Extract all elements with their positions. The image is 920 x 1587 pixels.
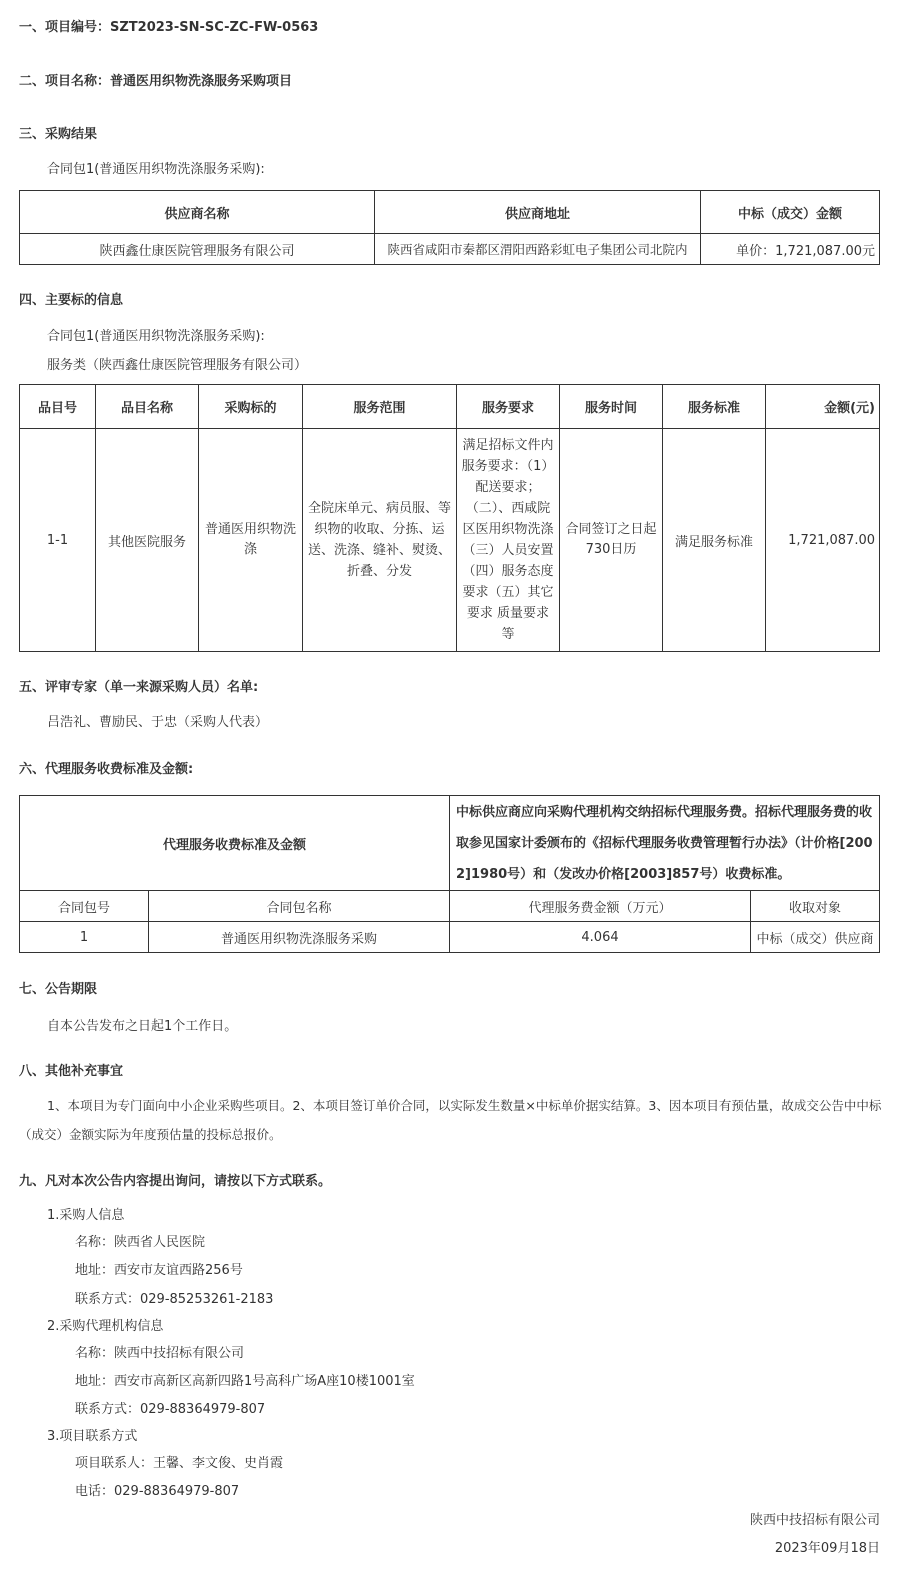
- subject-cell-requirements: 满足招标文件内服务要求：（1）配送要求；（二）、西咸院区医用织物洗涤（三）人员安置（四）服务态度要求（五）其它要求 质量要求等: [457, 429, 560, 652]
- subject-cell-time: 合同签订之日起730日历: [560, 429, 663, 652]
- agency-fee-heading: 六、代理服务收费标准及金额:: [19, 762, 194, 777]
- project-contact-phone: 电话：029-88364979-807: [75, 1484, 240, 1499]
- subject-cell-item-no: 1-1: [20, 429, 96, 652]
- subject-header-amount: 金额(元): [766, 385, 880, 429]
- agency-address: 地址：西安市高新区高新四路1号高科广场A座10楼1001室: [75, 1374, 415, 1389]
- subject-cell-standard: 满足服务标准: [663, 429, 766, 652]
- purchase-result-heading: 三、采购结果: [19, 127, 98, 142]
- footer-date: 2023年09月18日: [774, 1541, 880, 1556]
- result-table: [19, 190, 880, 265]
- agency-cell-package-name: 普通医用织物洗涤服务采购: [149, 922, 450, 953]
- subject-header-target: 采购标的: [199, 385, 303, 429]
- other-matters-line1: 1、本项目为专门面向中小企业采购些项目。2、本项目签订单价合同，以实际发生数量×中标单价据实结算。3、因本项目有预估量，故成交公告中中标: [47, 1098, 882, 1113]
- agency-cell-payer: 中标（成交）供应商: [751, 922, 880, 953]
- project-number-heading: 一、项目编号：SZT2023-SN-SC-ZC-FW-0563: [19, 20, 319, 35]
- agency-fee-label: 代理服务收费标准及金额: [20, 796, 450, 891]
- agency-header-package-no: 合同包号: [20, 891, 149, 922]
- result-header-amount: 中标（成交）金额: [701, 191, 880, 234]
- subject-cell-amount: 1,721,087.00: [766, 429, 880, 652]
- subject-header-scope: 服务范围: [303, 385, 457, 429]
- buyer-name: 名称：陕西省人民医院: [75, 1235, 206, 1250]
- agency-contact: 联系方式：029-88364979-807: [75, 1402, 266, 1417]
- contact-heading: 九、凡对本次公告内容提出询问，请按以下方式联系。: [19, 1174, 332, 1189]
- subject-package-label: 合同包1(普通医用织物洗涤服务采购):: [47, 329, 265, 344]
- result-cell-amount: 单价：1,721,087.00元: [701, 234, 880, 265]
- subject-header-item-no: 品目号: [20, 385, 96, 429]
- announcement-period-heading: 七、公告期限: [19, 982, 98, 997]
- agency-cell-package-no: 1: [20, 922, 149, 953]
- subject-header-item-name: 品目名称: [96, 385, 199, 429]
- agency-name: 名称：陕西中技招标有限公司: [75, 1346, 245, 1361]
- agency-info-heading: 2.采购代理机构信息: [47, 1319, 164, 1334]
- footer-company: 陕西中技招标有限公司: [749, 1513, 880, 1528]
- agency-header-fee: 代理服务费金额（万元）: [450, 891, 751, 922]
- result-cell-supplier-name: 陕西鑫仕康医院管理服务有限公司: [20, 234, 375, 265]
- buyer-contact: 联系方式：029-85253261-2183: [75, 1292, 274, 1307]
- buyer-address: 地址：西安市友谊西路256号: [75, 1263, 243, 1278]
- result-header-supplier-name: 供应商名称: [20, 191, 375, 234]
- agency-header-package-name: 合同包名称: [149, 891, 450, 922]
- project-name-heading: 二、项目名称：普通医用织物洗涤服务采购项目: [19, 74, 293, 89]
- subject-table: [19, 384, 880, 652]
- subject-header-time: 服务时间: [560, 385, 663, 429]
- experts-heading: 五、评审专家（单一来源采购人员）名单:: [19, 680, 259, 695]
- subject-cell-item-name: 其他医院服务: [96, 429, 199, 652]
- result-header-supplier-address: 供应商地址: [375, 191, 701, 234]
- buyer-info-heading: 1.采购人信息: [47, 1208, 125, 1223]
- subject-header-standard: 服务标准: [663, 385, 766, 429]
- agency-header-payer: 收取对象: [751, 891, 880, 922]
- other-matters-heading: 八、其他补充事宜: [19, 1064, 124, 1079]
- subject-cell-target: 普通医用织物洗涤: [199, 429, 303, 652]
- result-package-label: 合同包1(普通医用织物洗涤服务采购):: [47, 162, 265, 177]
- result-cell-supplier-address: 陕西省咸阳市秦都区渭阳西路彩虹电子集团公司北院内: [375, 234, 701, 265]
- agency-fee-description: 中标供应商应向采购代理机构交纳招标代理服务费。招标代理服务费的收取参见国家计委颁布的《招标代理服务收费管理暂行办法》（计价格[2002]1980号）和（发改办价格[2003]857号）收费标准。: [450, 796, 880, 891]
- agency-fee-table: [19, 795, 880, 953]
- subject-header-requirements: 服务要求: [457, 385, 560, 429]
- subject-cell-scope: 全院床单元、病员服、等织物的收取、分拣、运送、洗涤、缝补、熨烫、折叠、分发: [303, 429, 457, 652]
- project-contact-heading: 3.项目联系方式: [47, 1429, 138, 1444]
- other-matters-line2: （成交）金额实际为年度预估量的投标总报价。: [19, 1127, 282, 1142]
- announcement-period-text: 自本公告发布之日起1个工作日。: [47, 1019, 238, 1034]
- agency-cell-fee: 4.064: [450, 922, 751, 953]
- experts-list: 吕浩礼、曹励民、于忠（采购人代表）: [47, 715, 269, 730]
- subject-category-label: 服务类（陕西鑫仕康医院管理服务有限公司）: [47, 358, 308, 373]
- project-contact-person: 项目联系人：王馨、李文俊、史肖霞: [75, 1456, 284, 1471]
- main-subject-heading: 四、主要标的信息: [19, 293, 124, 308]
